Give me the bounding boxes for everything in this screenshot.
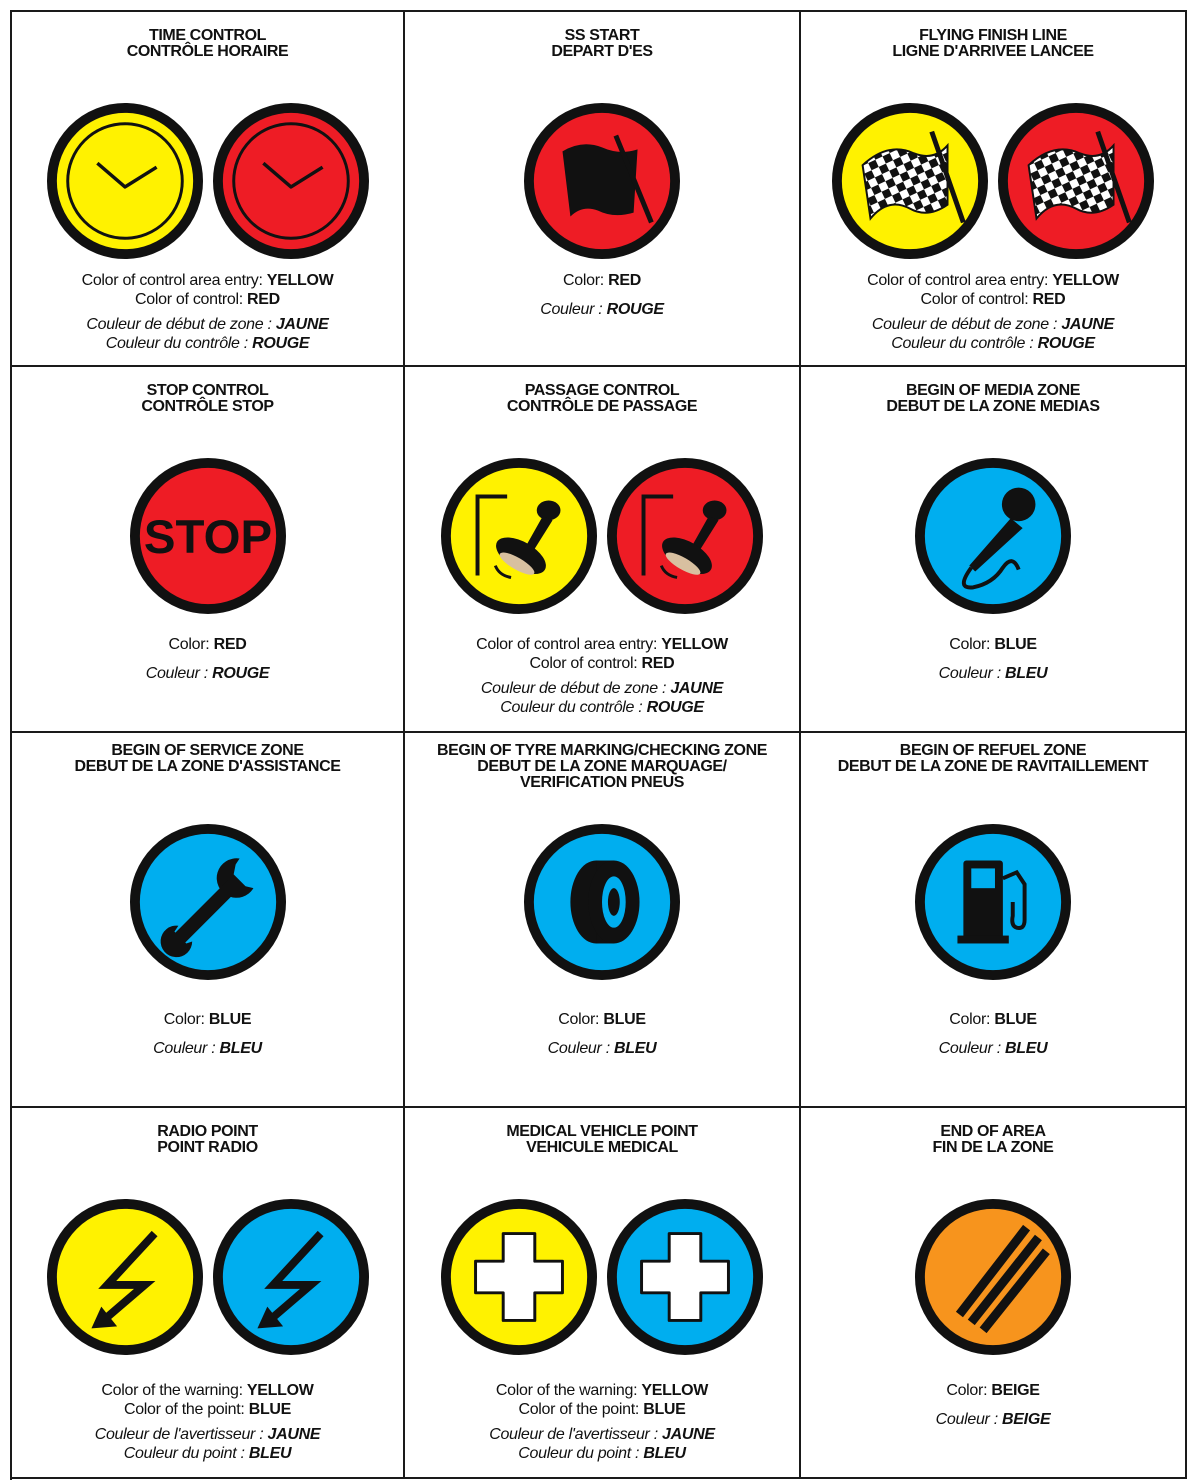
line2-value: BLUE [248,1401,292,1418]
sign-cell-clock [10,10,405,367]
sign-title-en: RADIO POINT [157,1123,258,1140]
line1-value: YELLOW [266,272,334,289]
flag-icon [523,102,681,260]
sign-title-fr: DEBUT DE LA ZONE DE RAVITAILLEMENT [837,758,1149,775]
line3-value: JAUNE [670,680,724,697]
line2-value: BEIGE [1002,1411,1051,1428]
wrench-icon [129,823,287,981]
sign-title-fr: LIGNE D'ARRIVEE LANCEE [892,43,1094,60]
line4-label: Couleur du contrôle : [500,699,643,716]
sign-icons [405,457,799,615]
line1-value: RED [608,272,641,289]
line2-value: BLUE [643,1401,686,1418]
line1-value: BLUE [994,636,1037,653]
sign-title-en: STOP CONTROL [146,382,269,399]
line3-value: JAUNE [662,1426,715,1443]
line2-value: BLEU [614,1040,657,1057]
line4-value: ROUGE [1037,335,1095,352]
sign-title-en: FLYING FINISH LINE [919,27,1067,44]
line2-label: Color of control: [135,291,243,308]
line2-label: Couleur : [935,1411,998,1428]
sign-title-fr: CONTRÔLE HORAIRE [126,43,289,60]
sign-cell-stop [10,367,405,733]
line2-label: Couleur : [547,1040,610,1057]
sign-title-fr: CONTRÔLE STOP [141,398,274,415]
stop-icon [129,457,287,615]
line1-value: YELLOW [641,1382,709,1399]
line3-label: Couleur de l'avertisseur : [94,1426,264,1443]
sign-description [405,271,799,319]
line1-label: Color of control area entry: [476,636,658,653]
line1-label: Color: [949,1011,991,1028]
sign-title-en: BEGIN OF SERVICE ZONE [111,742,304,759]
sign-description [405,635,799,717]
sign-cell-tyre [405,733,801,1108]
line4-label: Couleur du point : [123,1445,245,1462]
sign-description [405,1010,799,1058]
sign-icons [801,102,1185,260]
rubber-stamp-icon [440,457,598,615]
line2-label: Couleur : [145,665,208,682]
line2-label: Color of the point: [518,1401,640,1418]
sign-icons [12,457,403,615]
line2-value: RED [247,291,280,308]
sign-title-en: END OF AREA [940,1123,1046,1140]
line2-label: Color of the point: [123,1401,245,1418]
sign-title-en: PASSAGE CONTROL [524,382,680,399]
sign-title-fr: DEBUT DE LA ZONE D'ASSISTANCE [74,758,341,775]
sign-description [801,635,1185,683]
line2-label: Couleur : [938,1040,1001,1057]
sign-icons [801,1198,1185,1356]
rubber-stamp-icon [606,457,764,615]
sign-title-fr: DEBUT DE LA ZONE MEDIAS [886,398,1100,415]
sign-description [12,271,403,353]
line1-value: BLUE [994,1011,1037,1028]
stop-sign-text: STOP [143,510,272,564]
line4-label: Couleur du point : [518,1445,640,1462]
sign-icons [405,1198,799,1356]
sign-title-fr: FIN DE LA ZONE [932,1139,1054,1156]
sign-title-fr-2: VERIFICATION PNEUS [519,774,685,791]
line3-value: JAUNE [275,316,329,333]
line3-value: JAUNE [1061,316,1115,333]
sign-icons [405,102,799,260]
sign-cell-rubber-stamp [405,367,801,733]
sign-cell-checkered-flag [801,10,1187,367]
line1-label: Color: [949,636,991,653]
line3-label: Couleur de début de zone : [871,316,1058,333]
line4-value: ROUGE [252,335,310,352]
sign-icons [12,102,403,260]
line2-value: BLEU [219,1040,262,1057]
sign-title-en: BEGIN OF MEDIA ZONE [905,382,1081,399]
line1-value: RED [213,636,247,653]
checkered-flag-icon [997,102,1155,260]
sign-cell-end-stripes [801,1108,1187,1479]
line2-label: Couleur : [153,1040,216,1057]
line3-label: Couleur de début de zone : [480,680,667,697]
sign-description [801,1381,1185,1429]
medical-cross-icon [606,1198,764,1356]
line2-label: Color of control: [529,655,638,672]
line1-label: Color of the warning: [495,1382,638,1399]
clock-icon [46,102,204,260]
sign-cell-microphone [801,367,1187,733]
sign-title-fr: POINT RADIO [157,1139,258,1156]
line1-label: Color of control area entry: [81,272,263,289]
sign-title-en: TIME CONTROL [149,27,266,44]
microphone-icon [914,457,1072,615]
line4-label: Couleur du contrôle : [891,335,1034,352]
line3-value: JAUNE [267,1426,321,1443]
line1-label: Color: [946,1382,988,1399]
line2-value: ROUGE [212,665,270,682]
line2-label: Color of control: [920,291,1029,308]
line2-label: Couleur : [938,665,1001,682]
sign-title-fr: DEBUT DE LA ZONE MARQUAGE/ [477,758,727,775]
line3-label: Couleur de l'avertisseur : [489,1426,658,1443]
line4-label: Couleur du contrôle : [105,335,248,352]
line2-value: BLEU [1005,1040,1048,1057]
line2-value: BLEU [1005,665,1048,682]
sign-cell-medical-cross [405,1108,801,1479]
sign-description [801,1010,1185,1058]
line1-value: BLUE [208,1011,252,1028]
line1-label: Color: [168,636,210,653]
sign-description [801,271,1185,353]
lightning-arrow-icon [212,1198,370,1356]
sign-title-en: BEGIN OF TYRE MARKING/CHECKING ZONE [436,742,767,759]
line2-label: Couleur : [540,301,603,318]
end-stripes-icon [914,1198,1072,1356]
checkered-flag-icon [831,102,989,260]
line2-value: RED [1032,291,1066,308]
line1-label: Color of control area entry: [867,272,1049,289]
sign-icons [12,823,403,981]
line1-label: Color of the warning: [101,1382,243,1399]
line4-value: BLEU [248,1445,292,1462]
line1-value: BEIGE [991,1382,1040,1399]
line1-label: Color: [558,1011,600,1028]
line1-label: Color: [563,272,604,289]
sign-title-fr: VEHICULE MEDICAL [526,1139,678,1156]
medical-cross-icon [440,1198,598,1356]
clock-icon [212,102,370,260]
sign-title-en: BEGIN OF REFUEL ZONE [899,742,1087,759]
sign-icons [405,823,799,981]
sign-description [405,1381,799,1463]
line1-value: BLUE [603,1011,646,1028]
sign-icons [801,823,1185,981]
sign-cell-flag [405,10,801,367]
sign-description [12,1010,403,1058]
sign-description [12,1381,403,1463]
line1-value: YELLOW [661,636,728,653]
line2-value: ROUGE [606,301,664,318]
line4-value: ROUGE [646,699,704,716]
line2-value: RED [641,655,675,672]
line4-value: BLEU [643,1445,686,1462]
line1-value: YELLOW [246,1382,314,1399]
sign-icons [12,1198,403,1356]
sign-cell-wrench [10,733,405,1108]
lightning-arrow-icon [46,1198,204,1356]
sign-title-fr: CONTRÔLE DE PASSAGE [506,398,698,415]
fuel-pump-icon [914,823,1072,981]
sign-cell-lightning-arrow [10,1108,405,1479]
sign-description [12,635,403,683]
line1-label: Color: [163,1011,205,1028]
tyre-icon [523,823,681,981]
sign-title-en: SS START [564,27,640,44]
line3-label: Couleur de début de zone : [86,316,272,333]
line1-value: YELLOW [1052,272,1119,289]
sign-icons [801,457,1185,615]
sign-title-fr: DEPART D'ES [551,43,653,60]
sign-title-en: MEDICAL VEHICLE POINT [506,1123,698,1140]
sign-cell-fuel-pump [801,733,1187,1108]
